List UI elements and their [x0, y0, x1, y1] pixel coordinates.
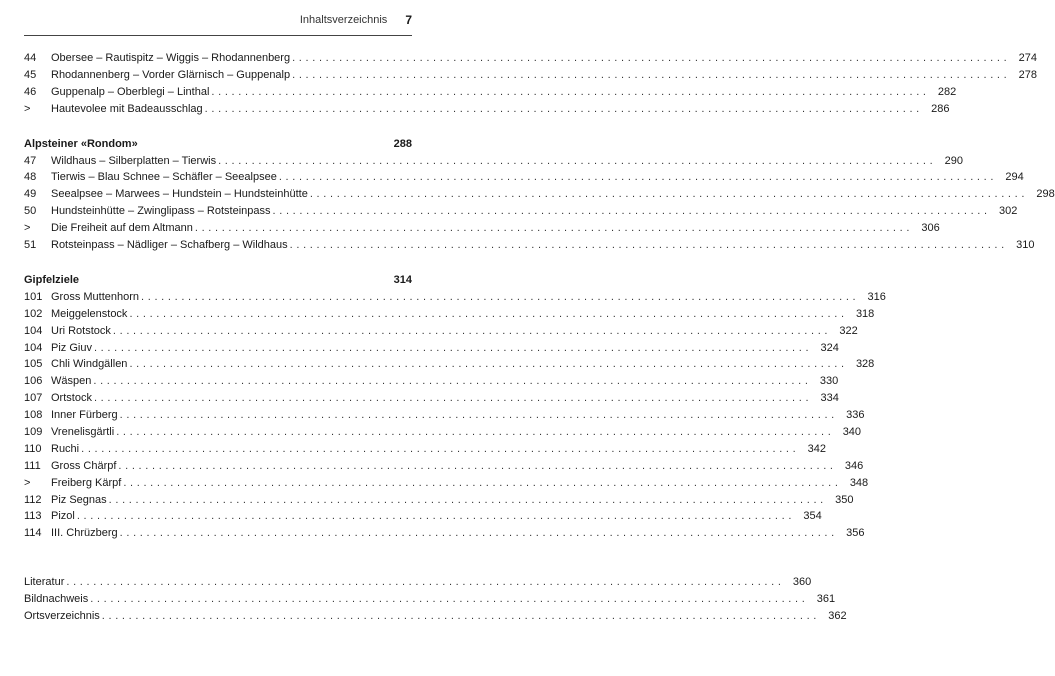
- section-heading[interactable]: [24, 272, 412, 289]
- toc-entry[interactable]: [24, 237, 1035, 254]
- entry-number: 110: [24, 442, 42, 455]
- toc-group-glarus: [24, 50, 1037, 118]
- entry-number: 101: [24, 290, 43, 303]
- entry-title: Gross Chärpf: [51, 459, 117, 472]
- leader-dots: [77, 508, 792, 525]
- header-rule: [24, 35, 412, 36]
- entry-page: 316: [867, 290, 886, 303]
- toc-entry[interactable]: [24, 169, 1024, 186]
- toc-entry[interactable]: [24, 591, 836, 608]
- toc-entry[interactable]: [24, 492, 854, 509]
- entry-title: Obersee – Rautispitz – Wiggis – Rhodannenberg: [51, 52, 291, 64]
- entry-title: Meiggelenstock: [51, 307, 128, 320]
- toc-entry[interactable]: [24, 101, 950, 118]
- entry-page: 342: [807, 442, 826, 455]
- toc-entry[interactable]: [24, 574, 812, 591]
- entry-title: Uri Rotstock: [51, 324, 111, 337]
- leader-dots: [279, 169, 994, 186]
- entry-title: Piz Segnas: [51, 493, 107, 506]
- entry-number: >: [24, 476, 31, 489]
- leader-dots: [118, 458, 833, 475]
- section-page: 288: [393, 137, 412, 150]
- toc-entry[interactable]: [24, 50, 1037, 67]
- toc-entry[interactable]: [24, 407, 865, 424]
- leader-dots: [81, 441, 796, 458]
- entry-page: 302: [999, 205, 1018, 218]
- entry-number: 45: [24, 68, 37, 81]
- entry-page: 310: [1016, 239, 1035, 252]
- entry-page: 318: [855, 307, 875, 320]
- entry-page: 274: [1018, 52, 1037, 64]
- entry-number: 114: [24, 527, 42, 540]
- toc-entry[interactable]: [24, 340, 839, 357]
- entry-page: 350: [835, 493, 854, 506]
- entry-number: 109: [24, 426, 43, 439]
- entry-number: 44: [24, 52, 37, 64]
- entry-title: Bildnachweis: [24, 593, 89, 606]
- entry-number: 105: [24, 358, 43, 371]
- leader-dots: [94, 390, 809, 407]
- entry-page: 322: [839, 324, 858, 337]
- toc-entry[interactable]: [24, 67, 1037, 84]
- header-page-number: 7: [405, 13, 412, 27]
- entry-page: 330: [819, 375, 839, 388]
- toc-entry[interactable]: [24, 323, 858, 340]
- entry-title: Piz Giuv: [51, 341, 92, 354]
- entry-title: Pizol: [51, 510, 75, 523]
- entry-title: Hautevolee mit Badeausschlag: [51, 102, 203, 115]
- entry-number: 49: [24, 188, 37, 201]
- entry-title: Seealpsee – Marwees – Hundstein – Hundsteinhütte: [51, 188, 308, 201]
- toc-section-alpsteiner: [24, 136, 1055, 254]
- entry-title: Guppenalp – Oberblegi – Linthal: [51, 85, 210, 98]
- section-title: Gipfelziele: [24, 273, 80, 286]
- entry-page: 328: [855, 358, 875, 371]
- entry-title: Chli Windgällen: [51, 358, 128, 371]
- leader-dots: [211, 84, 926, 101]
- leader-dots: [120, 525, 835, 542]
- entry-title: Ortstock: [51, 392, 92, 405]
- toc-entry[interactable]: [24, 373, 839, 390]
- entry-page: 362: [828, 610, 847, 623]
- toc-section-gipfelziele: [24, 272, 886, 542]
- leader-dots: [66, 574, 781, 591]
- leader-dots: [195, 220, 910, 237]
- entry-page: 324: [820, 341, 839, 354]
- entry-title: Inner Fürberg: [51, 409, 118, 422]
- section-heading[interactable]: [24, 136, 412, 153]
- entry-page: 356: [846, 527, 865, 540]
- toc-entry[interactable]: [24, 306, 875, 323]
- leader-dots: [129, 356, 844, 373]
- entry-title: Freiberg Kärpf: [51, 476, 122, 489]
- entry-number: 46: [24, 85, 37, 98]
- entry-page: 346: [844, 459, 864, 472]
- leader-dots: [109, 492, 824, 509]
- entry-page: 336: [846, 409, 865, 422]
- entry-page: 361: [816, 593, 836, 606]
- toc-entry[interactable]: [24, 356, 875, 373]
- entry-number: 107: [24, 392, 43, 405]
- toc-entry[interactable]: [24, 153, 963, 170]
- entry-number: 112: [24, 493, 42, 506]
- entry-page: 340: [842, 426, 862, 439]
- leader-dots: [94, 340, 809, 357]
- leader-dots: [292, 67, 1007, 84]
- entry-number: 102: [24, 307, 43, 320]
- entry-title: Die Freiheit auf dem Altmann: [51, 222, 193, 235]
- entry-number: 111: [24, 459, 41, 472]
- entry-page: 334: [820, 392, 839, 405]
- toc-entry[interactable]: [24, 424, 862, 441]
- leader-dots: [102, 608, 817, 625]
- leader-dots: [129, 306, 844, 323]
- toc-entry[interactable]: [24, 508, 822, 525]
- toc-entry[interactable]: [24, 525, 865, 542]
- entry-title: Wäspen: [51, 375, 92, 388]
- entry-title: Rhodannenberg – Vorder Glärnisch – Guppenalp: [51, 68, 291, 81]
- section-title: Alpsteiner «Rondom»: [24, 137, 138, 150]
- entry-page: 298: [1036, 188, 1055, 201]
- leader-dots: [116, 424, 831, 441]
- leader-dots: [310, 186, 1025, 203]
- toc-entry[interactable]: [24, 608, 847, 625]
- entry-number: 48: [24, 171, 37, 184]
- entry-number: 47: [24, 154, 37, 167]
- entry-title: Rotsteinpass – Nädliger – Schafberg – Wildhaus: [51, 239, 288, 252]
- toc-backmatter: [24, 574, 847, 625]
- leader-dots: [218, 153, 933, 170]
- leader-dots: [123, 475, 838, 492]
- running-header: [24, 10, 412, 30]
- entry-title: Vrenelisgärtli: [51, 426, 115, 439]
- entry-number: 51: [24, 239, 37, 252]
- entry-title: Tierwis – Blau Schnee – Schäfler – Seealpsee: [51, 171, 277, 184]
- leader-dots: [290, 237, 1005, 254]
- entry-page: 282: [937, 85, 957, 98]
- entry-title: III. Chrüzberg: [51, 527, 118, 540]
- leader-dots: [205, 101, 920, 118]
- entry-title: Wildhaus – Silberplatten – Tierwis: [51, 154, 217, 167]
- entry-title: Literatur: [24, 576, 65, 589]
- entry-page: 278: [1018, 68, 1037, 81]
- entry-number: 106: [24, 375, 43, 388]
- entry-number: 50: [24, 205, 37, 218]
- toc-entry[interactable]: [24, 203, 1018, 220]
- toc-entry[interactable]: [24, 390, 839, 407]
- toc-entry[interactable]: [24, 220, 940, 237]
- toc-entry[interactable]: [24, 475, 869, 492]
- leader-dots: [93, 373, 808, 390]
- section-page: 314: [393, 273, 412, 286]
- toc-entry[interactable]: [24, 441, 826, 458]
- entry-page: 354: [803, 510, 822, 523]
- leader-dots: [273, 203, 988, 220]
- entry-title: Ortsverzeichnis: [24, 610, 100, 623]
- toc-entry[interactable]: [24, 458, 864, 475]
- entry-number: >: [24, 102, 31, 115]
- toc-entry[interactable]: [24, 186, 1055, 203]
- toc-entry[interactable]: [24, 289, 886, 306]
- entry-page: 286: [931, 102, 950, 115]
- entry-page: 294: [1005, 171, 1024, 184]
- entry-page: 306: [921, 222, 940, 235]
- toc-entry[interactable]: [24, 84, 957, 101]
- leader-dots: [120, 407, 835, 424]
- leader-dots: [90, 591, 805, 608]
- entry-page: 290: [944, 154, 963, 167]
- leader-dots: [141, 289, 856, 306]
- entry-number: 113: [24, 510, 42, 523]
- entry-title: Gross Muttenhorn: [51, 290, 140, 303]
- entry-page: 348: [849, 476, 869, 489]
- entry-number: >: [24, 222, 31, 235]
- header-title: Inhaltsverzeichnis: [299, 14, 388, 26]
- table-of-contents: [24, 50, 1055, 625]
- entry-number: 104: [24, 341, 43, 354]
- entry-number: 108: [24, 409, 43, 422]
- entry-title: Hundsteinhütte – Zwinglipass – Rotsteinpass: [51, 205, 271, 218]
- leader-dots: [292, 50, 1007, 67]
- leader-dots: [113, 323, 828, 340]
- entry-page: 360: [792, 576, 812, 589]
- entry-number: 104: [24, 324, 43, 337]
- entry-title: Ruchi: [51, 442, 80, 455]
